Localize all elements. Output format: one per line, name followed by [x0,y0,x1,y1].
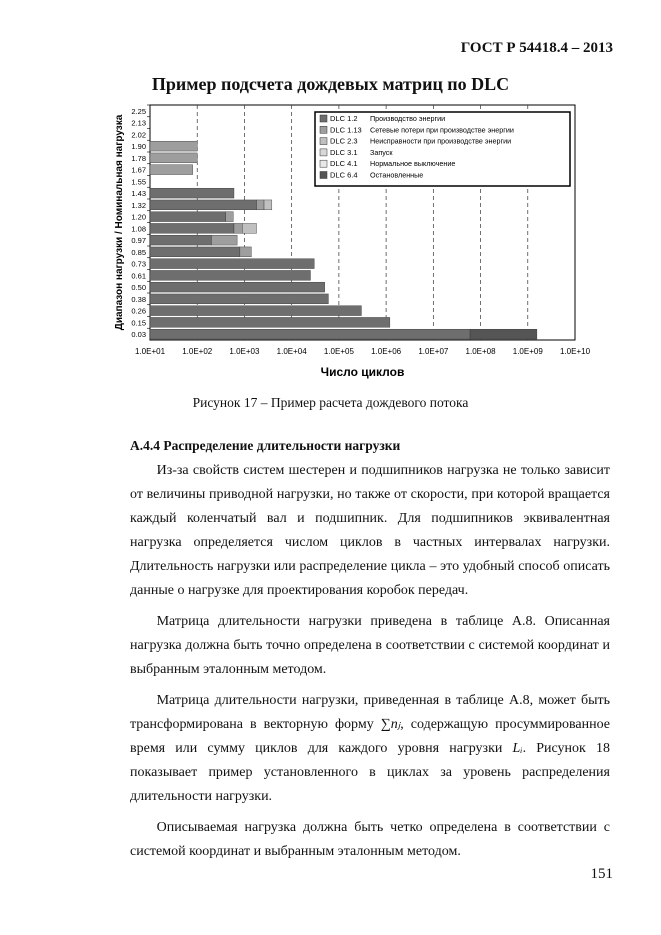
body-text [130,459,610,871]
sum-formula: ∑nⱼ [380,717,401,732]
legend-series-name: DLC 1.13 [330,125,362,135]
y-tick-label: 0.97 [131,236,146,246]
bar-DLC-1_2 [150,259,314,269]
bar-DLC-1_2 [150,270,310,280]
paragraph-3-text-a: Матрица длительности нагрузки, приведенная в таблице А.8, может быть трансформирована в векторную форму [130,693,610,732]
y-tick-label: 0.85 [131,247,146,257]
legend-swatch [320,126,327,133]
legend-series-label: Остановленные [370,170,424,180]
paragraph-3 [130,689,610,809]
bar-DLC-1_2 [150,200,256,210]
legend-series-label: Нормальное выключение [370,159,456,169]
rainflow-chart [110,100,610,385]
legend-swatch [320,138,327,145]
y-tick-label: 2.02 [131,130,146,140]
chart-title: Пример подсчета дождевых матриц по DLC [151,74,510,94]
bar-DLC-1_13 [150,141,197,151]
x-tick-label: 1.0E+01 [134,347,166,356]
paragraph-1-text: Из-за свойств систем шестерен и подшипников нагрузка не только зависит от величины приводной нагрузки, но также от скорости, при которой вращается каждый коленчатый вал и подшипник. Для подшипников эквивалентная нагрузка определяется числом циклов в частных интервалах нагрузки. Длительность нагрузки или распределение цикла – это удобный способ описать данные о нагрузке для проектирования коробок передач. [130,463,610,598]
x-tick-label: 1.0E+06 [371,347,402,356]
section-title: А.4.4 Распределение длительности нагрузки [130,438,401,453]
x-tick-label: 1.0E+08 [465,347,496,356]
bar-DLC-6_4 [470,329,537,339]
bar-DLC-1_2 [150,247,240,257]
bar-DLC-1_2 [150,212,226,222]
y-tick-label: 1.43 [131,189,146,199]
legend-series-name: DLC 3.1 [330,147,358,157]
y-tick-label: 2.25 [131,106,146,116]
paragraph-2 [130,610,610,682]
bar-DLC-1_13 [150,153,197,163]
y-tick-label: 0.03 [131,330,146,340]
bar-DLC-1_2 [150,329,470,339]
legend-swatch [320,115,327,122]
bar-DLC-1_13 [150,165,193,175]
legend-swatch [320,172,327,179]
standard-header: ГОСТ Р 54418.4 – 2013 [460,40,613,56]
x-axis-label: Число циклов [320,365,405,379]
bar-DLC-1_13 [226,212,234,222]
bar-DLC-2_3 [264,200,272,210]
paragraph-3-text-b: , содержащую просуммированное время или сумму циклов для каждого уровня нагрузки [130,717,611,756]
load-level-formula: Lᵢ [512,741,523,756]
y-tick-label: 0.73 [131,259,146,269]
page-number: 151 [590,866,613,882]
y-tick-label: 0.26 [131,306,146,316]
legend-series-label: Сетевые потери при производстве энергии [370,125,514,135]
y-tick-label: 1.90 [131,142,146,152]
y-tick-label: 1.55 [131,177,146,187]
legend-series-name: DLC 4.1 [330,159,358,169]
bar-DLC-1_2 [150,223,234,233]
legend-series-name: DLC 2.3 [330,136,358,146]
paragraph-2-text: Матрица длительности нагрузки приведена в таблице А.8. Описанная нагрузка должна быть точно определена в соответствии с системой координат и выбранным эталонным методом. [130,614,610,677]
x-tick-label: 1.0E+10 [559,347,591,356]
y-axis-label: Диапазон нагрузки / Номинальная нагрузка [114,114,125,331]
y-tick-label: 0.15 [131,318,146,328]
y-tick-label: 1.78 [131,153,146,163]
x-tick-label: 1.0E+02 [182,347,213,356]
x-tick-label: 1.0E+03 [229,347,260,356]
y-tick-label: 0.50 [131,283,146,293]
y-tick-label: 0.38 [131,294,146,304]
bar-DLC-1_13 [256,200,264,210]
figure-caption: Рисунок 17 – Пример расчета дождевого потока [192,395,469,410]
paragraph-1 [130,459,610,603]
x-tick-label: 1.0E+04 [276,347,307,356]
bar-DLC-1_2 [150,282,325,292]
paragraph-3-text-c: . Рисунок 18 показывает пример установленного в циклах за уровень распределения длительности нагрузки. [130,741,610,804]
bar-DLC-1_2 [150,306,361,316]
bar-DLC-1_13 [211,235,237,245]
bar-DLC-1_2 [150,317,390,327]
y-tick-label: 1.32 [131,200,146,210]
legend-swatch [320,160,327,167]
paragraph-4 [130,816,610,864]
x-tick-label: 1.0E+07 [418,347,449,356]
y-tick-label: 1.08 [131,224,146,234]
y-tick-label: 1.67 [131,165,146,175]
legend-series-label: Производство энергии [370,114,446,123]
y-tick-label: 0.61 [131,271,146,281]
y-tick-label: 1.20 [131,212,146,222]
legend-series-label: Запуск [370,147,393,157]
bar-DLC-1_2 [150,188,234,198]
bar-DLC-1_2 [150,294,328,304]
legend-series-name: DLC 1.2 [330,114,358,123]
bar-DLC-1_2 [150,235,211,245]
legend-swatch [320,149,327,156]
paragraph-4-text: Описываемая нагрузка должна быть четко определена в соответствии с системой координат и выбранным эталонным методом. [130,820,610,859]
bar-DLC-1_13 [234,223,242,233]
bar-DLC-1_13 [240,247,251,257]
legend-series-name: DLC 6.4 [330,170,358,180]
x-tick-label: 1.0E+09 [512,347,543,356]
y-tick-label: 2.13 [131,118,146,128]
bar-DLC-2_3 [242,223,256,233]
x-tick-label: 1.0E+05 [323,347,354,356]
legend-series-label: Неисправности при производстве энергии [370,136,512,146]
